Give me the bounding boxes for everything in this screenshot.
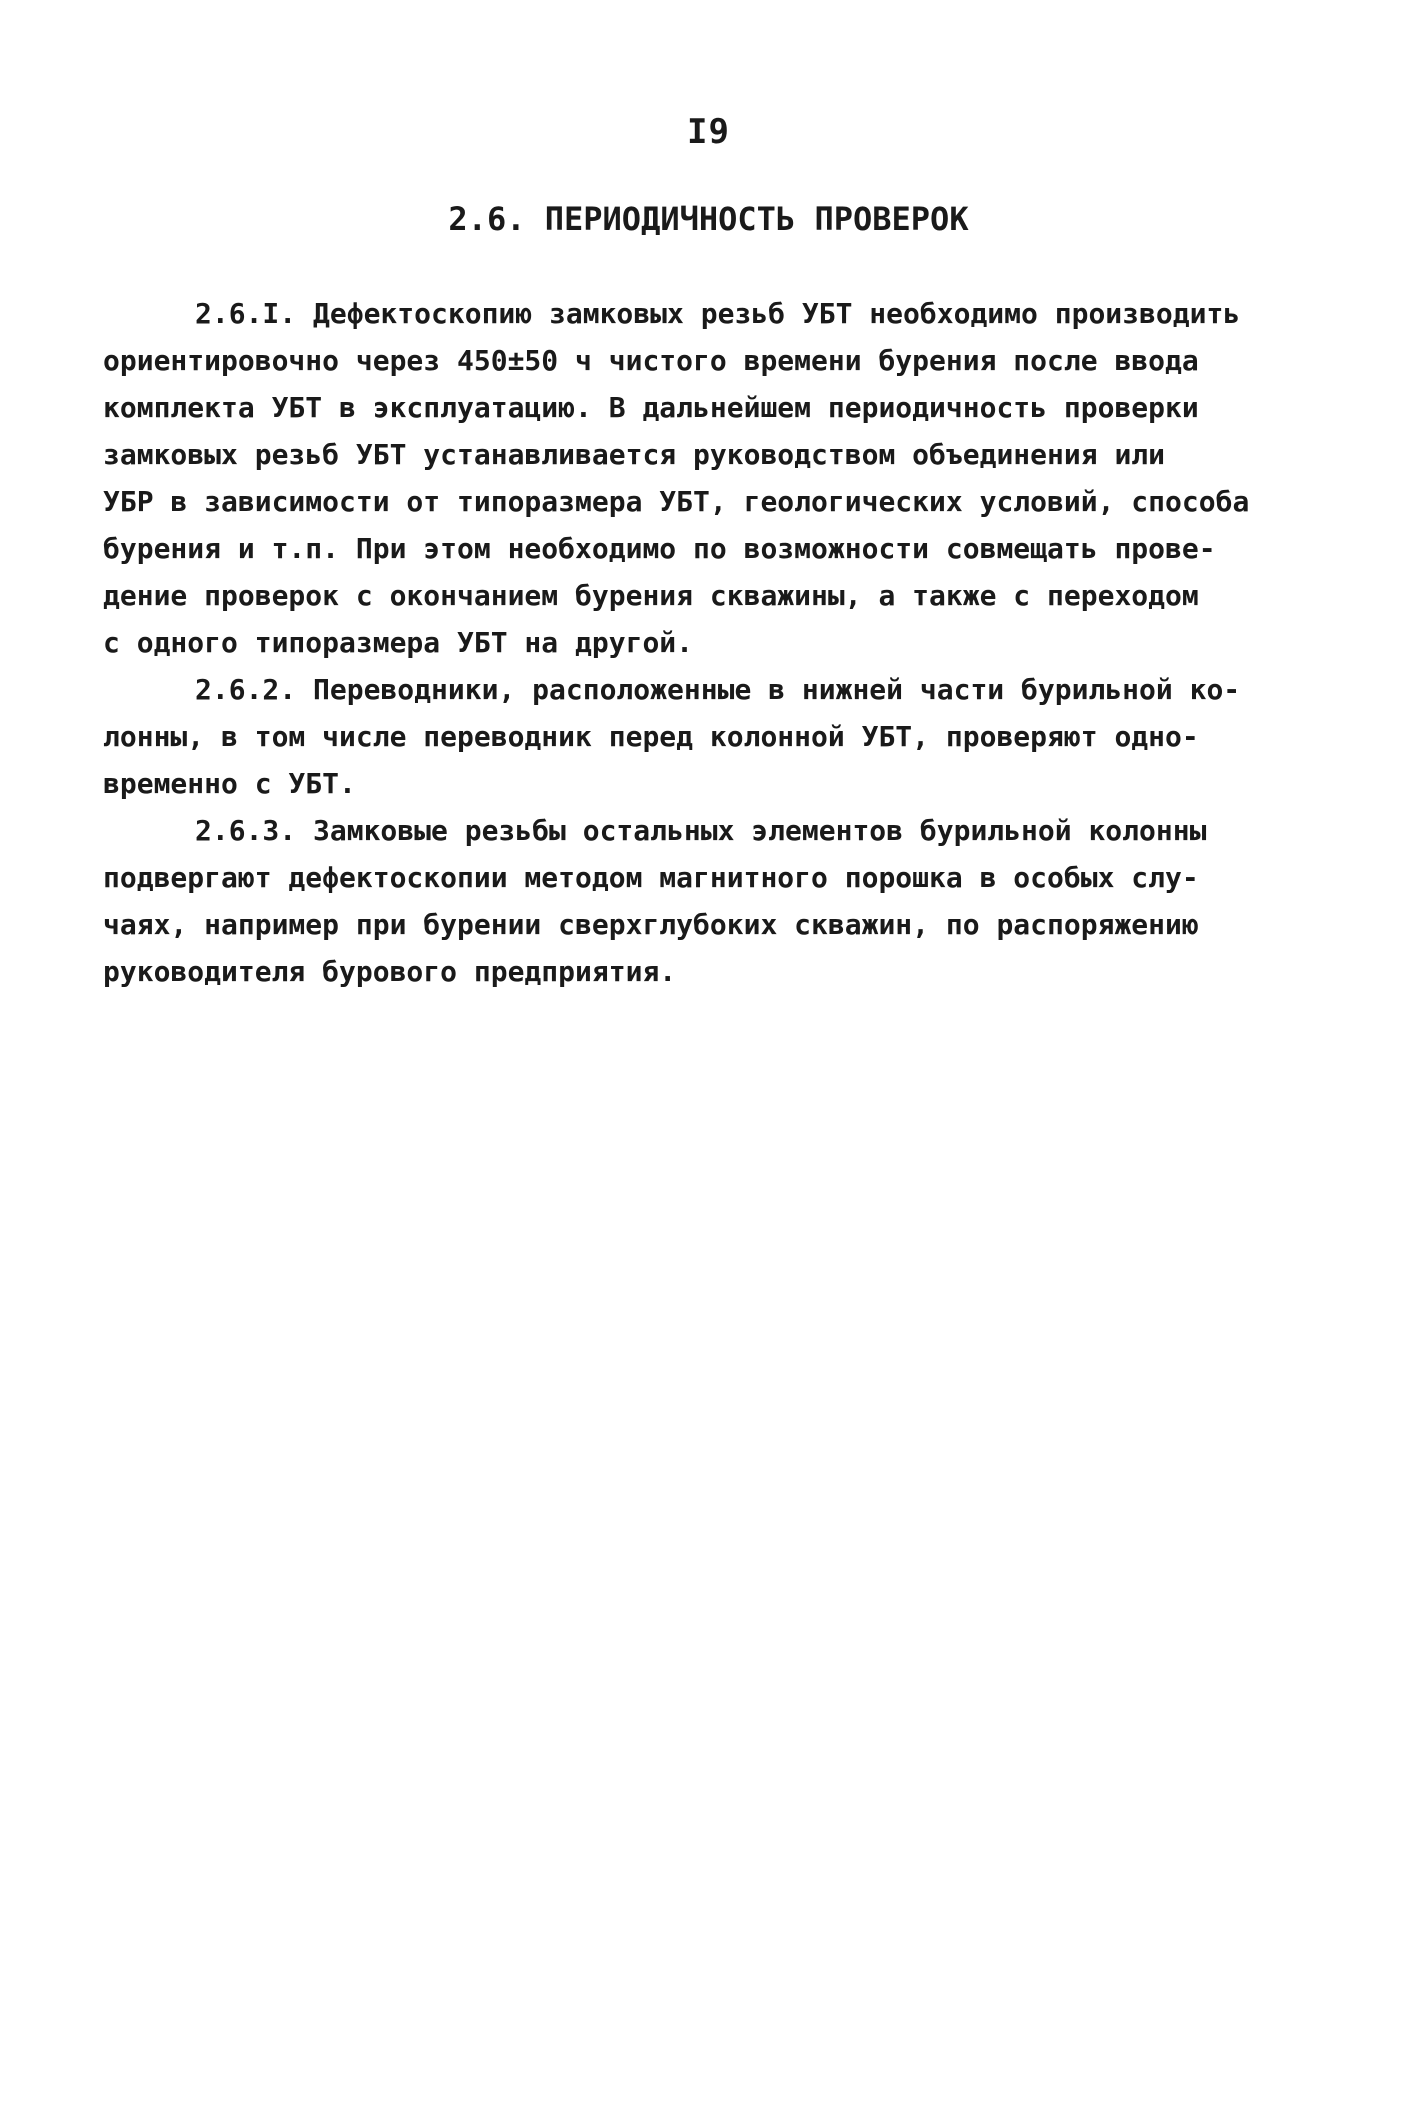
text-line: дение проверок с окончанием бурения скважины, а также с переходом xyxy=(103,579,1199,612)
text-line: лонны, в том числе переводник перед колонной УБТ, проверяют одно- xyxy=(103,720,1199,753)
page-number: I9 xyxy=(687,112,730,152)
text-line: чаях, например при бурении сверхглубоких скважин, по распоряжению xyxy=(103,908,1199,941)
text-line: 2.6.I. Дефектоскопию замковых резьб УБТ необходимо производить xyxy=(195,297,1241,330)
text-line: замковых резьб УБТ устанавливается руководством объединения или xyxy=(103,438,1166,471)
text-line: руководителя бурового предприятия. xyxy=(103,955,677,988)
text-line: временно с УБТ. xyxy=(103,767,356,800)
text-line: подвергают дефектоскопии методом магнитного порошка в особых слу- xyxy=(103,861,1199,894)
text-line: 2.6.2. Переводники, расположенные в нижней части бурильной ко- xyxy=(195,673,1241,706)
text-line: с одного типоразмера УБТ на другой. xyxy=(103,626,694,659)
text-line: УБР в зависимости от типоразмера УБТ, геологических условий, способа xyxy=(103,485,1250,518)
text-line: 2.6.3. Замковые резьбы остальных элементов бурильной колонны xyxy=(195,814,1207,847)
text-line: комплекта УБТ в эксплуатацию. В дальнейшем периодичность проверки xyxy=(103,391,1199,424)
text-line: бурения и т.п. При этом необходимо по возможности совмещать прове- xyxy=(103,532,1216,565)
section-title: 2.6. ПЕРИОДИЧНОСТЬ ПРОВЕРОК xyxy=(448,200,969,238)
text-line: ориентировочно через 450±50 ч чистого времени бурения после ввода xyxy=(103,344,1199,377)
